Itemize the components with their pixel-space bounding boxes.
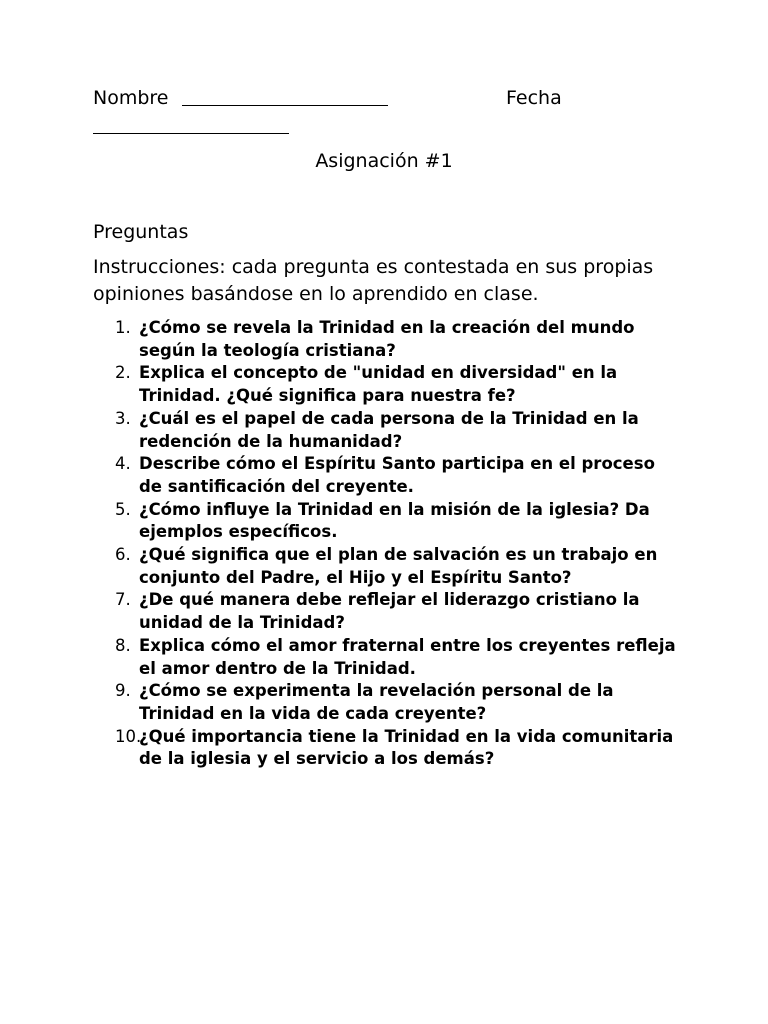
question-list (93, 317, 683, 771)
question-item (93, 726, 683, 771)
question-text: ¿Cuál es el papel de cada persona de la Trinidad en la redención de la humanidad? (139, 408, 639, 451)
assignment-title: Asignación #1 (315, 150, 453, 172)
question-item (93, 589, 683, 634)
question-text: ¿Cómo influye la Trinidad en la misión de la iglesia? Da ejemplos específicos. (139, 499, 650, 542)
question-number: 5. (115, 499, 131, 519)
header-line (93, 84, 683, 112)
instructions-text: Instrucciones: cada pregunta es contestada en sus propias opiniones basándose en lo aprendido en clase. (93, 256, 654, 305)
fecha-blank-line (93, 133, 289, 134)
question-item (93, 362, 683, 407)
question-text: ¿De qué manera debe reflejar el liderazgo cristiano la unidad de la Trinidad? (139, 590, 640, 633)
question-number: 9. (115, 681, 131, 701)
fecha-label: Fecha (506, 87, 562, 109)
question-text: Explica el concepto de "unidad en diversidad" en la Trinidad. ¿Qué significa para nuestra fe? (139, 363, 618, 406)
question-item (93, 499, 683, 544)
nombre-blank-line (182, 105, 388, 106)
question-number: 2. (115, 363, 131, 383)
question-text: ¿Cómo se revela la Trinidad en la creación del mundo según la teología cristiana? (139, 318, 635, 360)
question-item (93, 635, 683, 680)
assignment-page (93, 84, 683, 769)
question-text: ¿Qué significa que el plan de salvación es un trabajo en conjunto del Padre, el Hijo y el Espíritu Santo? (139, 545, 658, 587)
question-number: 1. (115, 318, 131, 337)
question-item (93, 453, 683, 498)
question-text: Explica cómo el amor fraternal entre los creyentes refleja el amor dentro de la Trinidad. (139, 635, 676, 678)
question-number: 4. (115, 454, 131, 474)
question-item (93, 544, 683, 589)
question-number: 8. (115, 635, 131, 655)
question-text: ¿Cómo se experimenta la revelación personal de la Trinidad en la vida de cada creyente? (139, 681, 614, 723)
question-text: Describe cómo el Espíritu Santo participa en el proceso de santificación del creyente. (139, 454, 655, 496)
question-text: ¿Qué importancia tiene la Trinidad en la vida comunitaria de la iglesia y el servicio a los demás? (139, 726, 674, 769)
section-label: Preguntas (93, 221, 189, 243)
question-number: 10. (115, 726, 142, 746)
question-item (93, 317, 683, 362)
question-item (93, 680, 683, 725)
question-number: 6. (115, 545, 131, 565)
nombre-label: Nombre (93, 87, 169, 109)
question-item (93, 408, 683, 453)
question-number: 7. (115, 590, 131, 610)
question-number: 3. (115, 408, 131, 428)
